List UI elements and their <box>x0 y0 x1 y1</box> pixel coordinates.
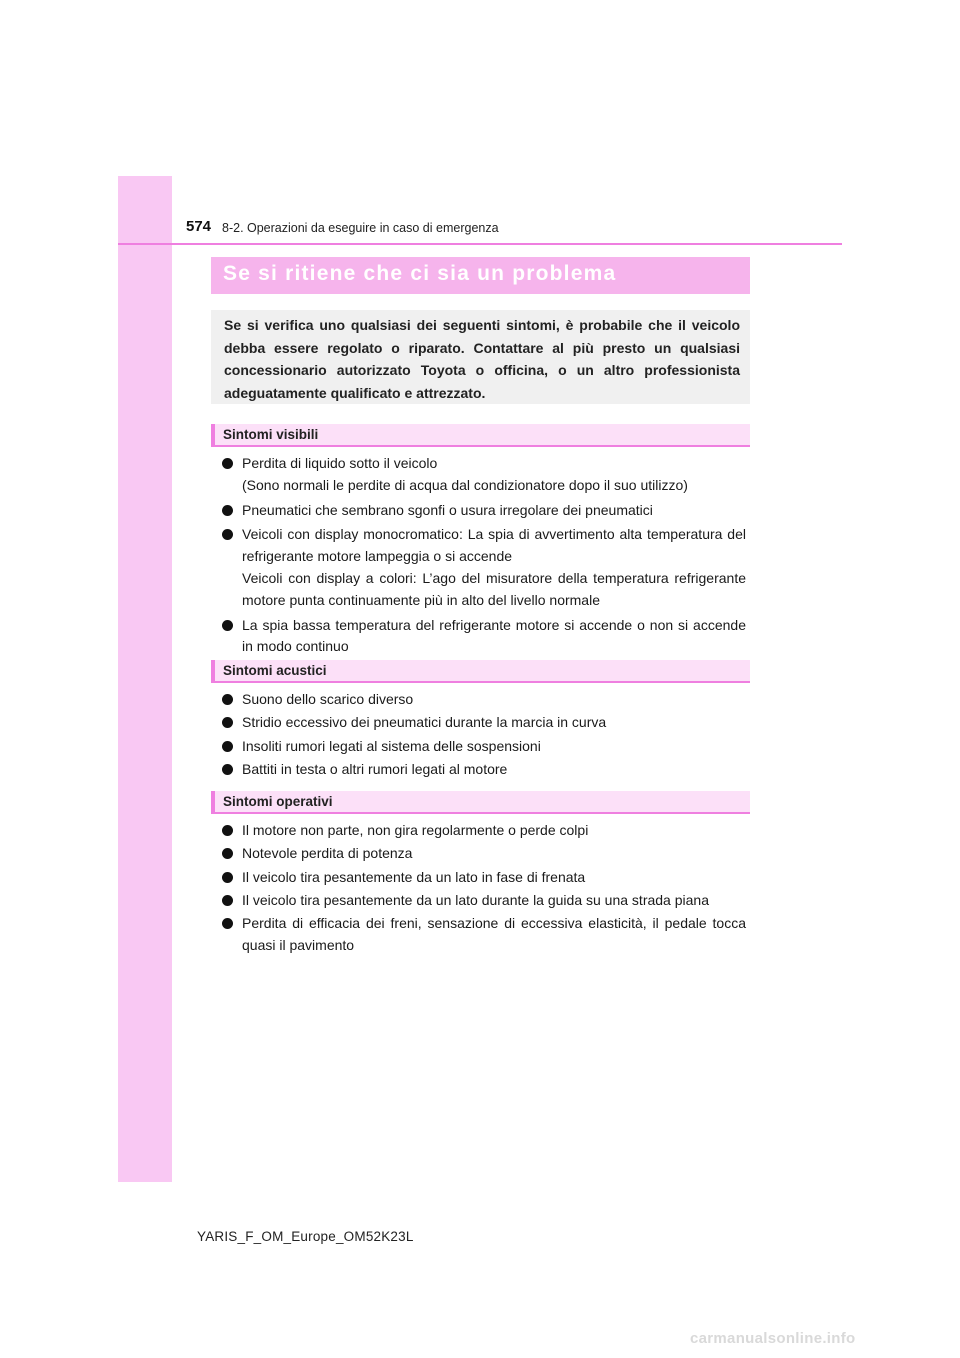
intro-text: Se si verifica uno qualsiasi dei seguenti sintomi, è probabile che il veicolo debba essere regolato o riparato. Contattare al più presto un qualsiasi concessionario autorizzato Toyota o officina, o un altro professionista adeguatamente qualificato e attrezzato. <box>224 317 740 401</box>
section-header-acustici <box>211 660 750 683</box>
list-item <box>220 500 746 522</box>
list-item <box>220 736 746 758</box>
bullet-dot-icon <box>222 895 233 906</box>
list-item <box>220 867 746 889</box>
chapter-title: 8-2. Operazioni da eseguire in caso di emergenza <box>222 221 499 235</box>
bullet-dot-icon <box>222 620 233 631</box>
watermark: carmanualsonline.info <box>690 1330 856 1347</box>
list-item-text: La spia bassa temperatura del refrigerante motore si accende o non si accende in modo continuo <box>242 616 746 655</box>
bullet-dot-icon <box>222 458 233 469</box>
bullet-dot-icon <box>222 717 233 728</box>
list-item-text: Stridio eccessivo dei pneumatici durante la marcia in curva <box>242 714 607 731</box>
section-heading: Sintomi operativi <box>223 794 333 809</box>
list-item-text: Il motore non parte, non gira regolarmente o perde colpi <box>242 822 589 838</box>
section-header-visibili <box>211 424 750 447</box>
list-item-text: Il veicolo tira pesantemente da un lato durante la guida su una strada piana <box>242 891 709 908</box>
bullet-list-visibili <box>220 453 746 658</box>
list-item-text: Insoliti rumori legati al sistema delle sospensioni <box>242 737 541 754</box>
section-heading: Sintomi acustici <box>223 663 327 678</box>
list-item-note: Veicoli con display a colori: L’ago del misuratore della temperatura refrigerante motore punta continuamente più in alto del livello normale <box>242 569 746 608</box>
list-item-text: Pneumatici che sembrano sgonfi o usura irregolare dei pneumatici <box>242 501 653 518</box>
bullet-dot-icon <box>222 741 233 752</box>
list-item <box>220 712 746 734</box>
list-item <box>220 890 746 912</box>
list-item-text: Perdita di liquido sotto il veicolo <box>242 455 438 471</box>
footer-document-code: YARIS_F_OM_Europe_OM52K23L <box>197 1229 414 1244</box>
header-divider <box>118 243 842 245</box>
section-heading: Sintomi visibili <box>223 427 319 442</box>
list-item-note: (Sono normali le perdite di acqua dal condizionatore dopo il suo utilizzo) <box>242 476 688 493</box>
bullet-dot-icon <box>222 694 233 705</box>
bullet-dot-icon <box>222 825 233 836</box>
list-item-text: Suono dello scarico diverso <box>242 691 414 707</box>
bullet-dot-icon <box>222 848 233 859</box>
section-header-operativi <box>211 791 750 814</box>
bullet-dot-icon <box>222 872 233 883</box>
title-banner <box>211 257 750 294</box>
list-item-text: Notevole perdita di potenza <box>242 845 413 862</box>
bullet-dot-icon <box>222 505 233 516</box>
page-title: Se si ritiene che ci sia un problema <box>223 262 617 285</box>
side-tab-strip <box>118 176 172 1182</box>
list-item <box>220 689 746 711</box>
bullet-dot-icon <box>222 918 233 929</box>
list-item <box>220 820 746 842</box>
list-item <box>220 453 746 497</box>
list-item <box>220 913 746 957</box>
bullet-list-acustici <box>220 689 746 781</box>
list-item <box>220 615 746 659</box>
list-item <box>220 524 746 611</box>
bullet-dot-icon <box>222 764 233 775</box>
list-item-text: Battiti in testa o altri rumori legati al motore <box>242 760 508 777</box>
list-item <box>220 843 746 865</box>
list-item-text: Il veicolo tira pesantemente da un lato in fase di frenata <box>242 868 586 885</box>
bullet-dot-icon <box>222 529 233 540</box>
list-item <box>220 759 746 781</box>
page-number: 574 <box>186 218 212 235</box>
intro-box <box>211 310 750 404</box>
bullet-list-operativi <box>220 820 746 957</box>
list-item-text: Perdita di efficacia dei freni, sensazione di eccessiva elasticità, il pedale tocca quasi il pavimento <box>242 915 746 953</box>
list-item-text: Veicoli con display monocromatico: La spia di avvertimento alta temperatura del refrigerante motore lampeggia o si accende <box>242 526 746 565</box>
